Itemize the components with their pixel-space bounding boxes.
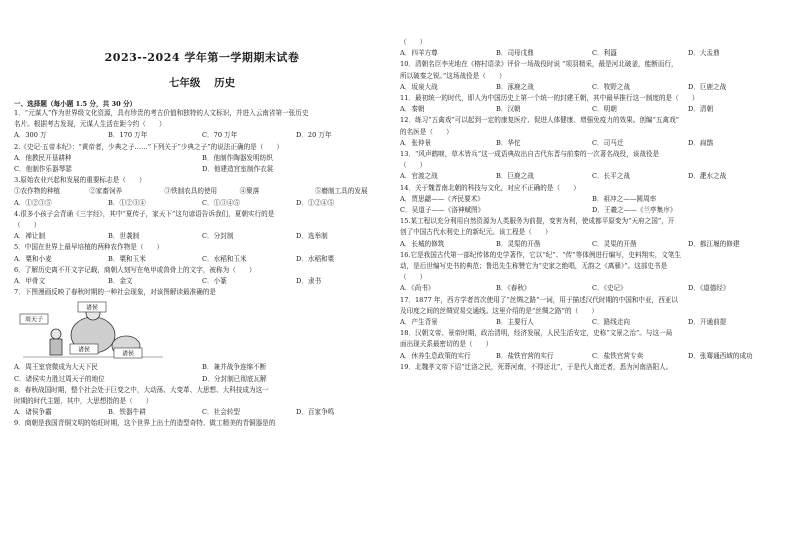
- right-questions: [400, 37, 784, 373]
- answer-option: ①农作物的种植: [14, 187, 61, 196]
- question-text: 2.《史记·五帝本纪》：“黄帝者，少典之子……”下列关于“少典之子”的说法正确的是（ ）: [14, 142, 284, 151]
- cartoon-label: 诸侯: [77, 346, 91, 354]
- cartoon-label: 诸侯: [85, 304, 99, 312]
- answer-options: [14, 231, 390, 242]
- answer-option: C．牧野之战: [592, 82, 631, 91]
- question-text: 11．最初统一的时代，即人为中国历史上第一个统一的封建王朝，其中最早推行这一制度的是（ ）: [400, 94, 699, 103]
- question-text: 的名医是（ ）: [400, 127, 453, 136]
- answer-option: D．水稻和粟: [296, 254, 335, 263]
- answer-option: A．禅让制: [14, 232, 46, 241]
- answer-option: C．明朝: [592, 105, 617, 114]
- question-text: 6．了解历史离不开文字记载，商朝人刻写在龟甲或兽骨上的文字，被称为（ ）: [14, 265, 256, 274]
- question-text: 时期的时代主题，其中，大思想指的是（ ）: [14, 397, 153, 406]
- answer-options: [14, 254, 390, 265]
- exam-subtitle: 七年级 历史: [168, 77, 236, 89]
- answer-option: A．长城的修筑: [400, 239, 445, 248]
- question-text: 5．中国在世界上最早培植的两种农作物是（ ）: [14, 243, 164, 252]
- question-text: 面出现关系最密切的是（ ）: [400, 340, 493, 349]
- small-figure-body: [50, 339, 62, 355]
- answer-option: B．灵渠的开凿: [496, 239, 541, 248]
- answer-options: [14, 153, 390, 175]
- answer-option: C．小篆: [202, 277, 227, 286]
- answer-option: B．他制作陶器发明纺织: [202, 153, 273, 162]
- answer-option: D．巨鹿之战: [688, 82, 727, 91]
- answer-option: A．坂泉大战: [400, 82, 438, 91]
- answer-options: [400, 104, 784, 115]
- question-text: 14．关于魏晋南北朝的科技与文化，对应不正确的是（ ）: [400, 183, 580, 192]
- left-questions: [14, 108, 390, 430]
- answer-option: A．300 万: [14, 131, 47, 140]
- answer-options: [400, 171, 784, 182]
- answer-option: D．扁鹊: [688, 138, 714, 147]
- answer-option: A．张仲景: [400, 138, 432, 147]
- answer-option: ④聚落: [239, 187, 260, 196]
- question-text: 动，是后世编写史书的典范；鲁迅先生称赞它为“史家之绝唱，无韵之《离骚》”。这部史书是: [400, 262, 668, 271]
- answer-option: A．他教民开垦耕种: [14, 153, 72, 162]
- answer-option: C．①③④⑤: [202, 198, 241, 207]
- answer-option: C．利簋: [592, 49, 617, 58]
- answer-option: D．清朝: [688, 105, 714, 114]
- question-text: 8．春秋战国时期，整个社会处于巨变之中，大动荡、大变革、大思想、大科技成为这一: [14, 385, 269, 394]
- answer-option: ⑤磨制工具的发展: [314, 187, 368, 196]
- answer-option: B．司母戊鼎: [496, 49, 534, 58]
- answer-options: [400, 205, 784, 216]
- answer-option: D．①②④⑤: [296, 198, 335, 207]
- question-text: （ ）: [400, 273, 427, 282]
- answer-option: B．铁器牛耕: [108, 408, 146, 417]
- question-text: 19．北魏孝文帝下诏“迁洛之民，死葬河南，不得还北”，于是代人南迁者，悉为河南洛阳人。: [400, 362, 673, 371]
- answer-option: A．官渡之战: [400, 172, 438, 181]
- answer-option: B．金文: [108, 277, 133, 286]
- answer-option: D．大盂鼎: [688, 49, 720, 58]
- question-text: 17．1877 年，西方学者首次使用了“丝绸之路”一词，用于描述汉代时期的中国和中亚，西亚以: [400, 295, 678, 304]
- question-text: 18．汉朝文帝、景帝时期，政治清明，经济发展，人民生活安定，史称“文景之治”。与这一局: [400, 329, 673, 338]
- left-column: [14, 0, 390, 430]
- answer-option: A．秦朝: [400, 105, 425, 114]
- answer-option: C．司马迁: [592, 138, 624, 147]
- answer-options: [14, 130, 390, 141]
- answer-option: B．主要行人: [496, 318, 534, 327]
- answer-option: C．盐铁官营专卖: [592, 351, 644, 360]
- question-text: 7．下图漫画反映了春秋时期的一种社会现象，对该图解读最准确的是: [14, 288, 217, 297]
- section-heading: 一、选择题（每小题 1.5 分，共 30 分）: [14, 100, 137, 108]
- answer-option: A．①②③⑤: [14, 198, 52, 207]
- answer-option: D．淝水之战: [688, 172, 727, 181]
- answer-option: C．路线走向: [592, 318, 631, 327]
- cartoon-label: 诸侯: [121, 350, 135, 358]
- answer-option: D．《道德经》: [688, 284, 730, 293]
- question-text: （ ）: [14, 221, 41, 230]
- right-column: [400, 0, 784, 373]
- answer-option: D．分封制已彻底瓦解: [202, 374, 267, 383]
- answer-option: D．都江堰的修建: [688, 239, 740, 248]
- question-text: 名片。根据考古发现，元谋人生活在距今约（ ）: [14, 120, 166, 129]
- answer-option: D．20 万年: [296, 131, 332, 140]
- question-text: 4.很多小孩子会背诵《三字经》，其中“夏传子，家天下”这句谚语告诉我们，夏朝实行的是: [14, 209, 275, 218]
- answer-option: ②家畜饲养: [89, 187, 123, 196]
- answer-option: B．①②③④: [108, 198, 146, 207]
- answer-options: [400, 239, 784, 250]
- question-text: 12．练习“五禽戏”可以起到一定的康复医疗、促进人体健康、增强免疫力的效果。创编“五禽戏”: [400, 116, 680, 125]
- answer-option: D．隶书: [296, 277, 322, 286]
- answer-option: B．涿鹿之战: [496, 82, 534, 91]
- answer-option: A．《尚书》: [400, 284, 435, 293]
- question-text: 9．商朝是我国青铜文明的始旺时期，这个世界上出土的造型奇特、做工精美的青铜器是的: [14, 419, 276, 428]
- answer-option: C．诸侯实力胜过周天子的地位: [14, 374, 105, 383]
- answer-option: A．诸侯争霸: [14, 408, 52, 417]
- question-text: 创了中国古代水利史上的新纪元。该工程是（ ）: [400, 228, 552, 237]
- question-text: 15.某工程以充分利用自然资源为人类服务为前提，变害为利，使成都平原变为“天府之国”，开: [400, 217, 675, 226]
- question-text: （ ）: [400, 38, 427, 46]
- question-text: 3.原始农业兴起和发展的重要标志是（ ）: [14, 176, 146, 185]
- answer-options: [400, 138, 784, 149]
- answer-option: C．水稻和玉米: [202, 254, 247, 263]
- answer-option: D．百家争鸣: [296, 408, 335, 417]
- answer-option: B．汉朝: [496, 105, 521, 114]
- cartoon-illustration: [18, 300, 168, 360]
- answer-option: A．甲骨文: [14, 277, 46, 286]
- question-text: 及印度之间的丝绸贸易交通线。这里介绍的是“丝绸之路”的（ ）: [400, 306, 598, 315]
- answer-option: C．吴道子——《洛神赋图》: [400, 206, 485, 215]
- answer-option: D．他建造宫室制作衣裳: [202, 165, 274, 174]
- answer-option: D．王羲之——《兰亭集序》: [592, 206, 677, 215]
- answer-options: [14, 362, 390, 373]
- answer-option: B．《春秋》: [496, 284, 531, 293]
- answer-option: B．华佗: [496, 138, 521, 147]
- answer-option: B．粟和玉米: [108, 254, 146, 263]
- cartoon-figure: [18, 300, 168, 360]
- answer-options: [400, 317, 784, 328]
- answer-option: D．开通前提: [688, 318, 727, 327]
- answer-options: [400, 194, 784, 205]
- answer-options: [14, 276, 390, 287]
- answer-options: [14, 198, 390, 209]
- answer-option: A．贾思勰——《齐民要术》: [400, 194, 484, 203]
- answer-option: A．产生背景: [400, 318, 438, 327]
- answer-options: [400, 48, 784, 59]
- answer-option: C．70 万年: [202, 131, 238, 140]
- answer-option: B．170 万年: [108, 131, 148, 140]
- answer-option: B．兼并战争连绵不断: [202, 363, 267, 372]
- answer-option: C．长平之战: [592, 172, 631, 181]
- answer-option: B．盐铁官营的实行: [496, 351, 554, 360]
- answer-options: [400, 82, 784, 93]
- question-text: （ ）: [400, 161, 427, 170]
- answer-options: [14, 186, 390, 197]
- answer-option: C．社会转型: [202, 408, 241, 417]
- answer-option: C．他制作乐器琴瑟: [14, 165, 72, 174]
- small-figure-head: [51, 329, 61, 339]
- question-text: 13．“风声鹤唳，草木皆兵”这一成语典故出自古代东晋与前秦的一次著名战役，该战役是: [400, 150, 660, 159]
- answer-option: ③铁制农具的使用: [164, 187, 218, 196]
- answer-option: C．分封制: [202, 232, 234, 241]
- question-text: 所以破秦之锐。”这场战役是（ ）: [400, 71, 506, 80]
- answer-option: B．世袭制: [108, 232, 140, 241]
- exam-title: 2023--2024 学年第一学期期末试卷: [104, 51, 300, 64]
- answer-options: [400, 283, 784, 294]
- answer-option: A．周王室衰微成为大天下民: [14, 363, 98, 372]
- answer-option: D．选举制: [296, 232, 328, 241]
- answer-option: D．张骞通西域的成功: [688, 351, 753, 360]
- answer-option: B．祖冲之——圆周率: [592, 194, 657, 203]
- answer-option: A．粟和小麦: [14, 254, 52, 263]
- question-text: 10．清朝名臣李光地在《榕村语录》评价一场战役时说 “项羽精采，最是河北破釜，能断而行，: [400, 60, 678, 69]
- cartoon-label: 周天子: [24, 316, 44, 324]
- question-text: 16.它是我国古代第一部纪传体的史学著作，它以“纪”、“传”等体例进行编写，史料翔实，文笔生: [400, 250, 682, 259]
- answer-options: [14, 407, 390, 418]
- answer-option: B．巨鹿之战: [496, 172, 534, 181]
- answer-option: C．灵渠的开凿: [592, 239, 637, 248]
- answer-options: [14, 374, 390, 385]
- answer-options: [400, 351, 784, 362]
- question-text: 1．“元谋人”作为世界级文化资源，具有珍贵的考古价值和独特的人文标识，并进入云南省第一张历史: [14, 109, 309, 117]
- answer-option: C．《史记》: [592, 284, 627, 293]
- answer-option: A．四羊方尊: [400, 49, 438, 58]
- answer-option: A．休养生息政策的实行: [400, 351, 471, 360]
